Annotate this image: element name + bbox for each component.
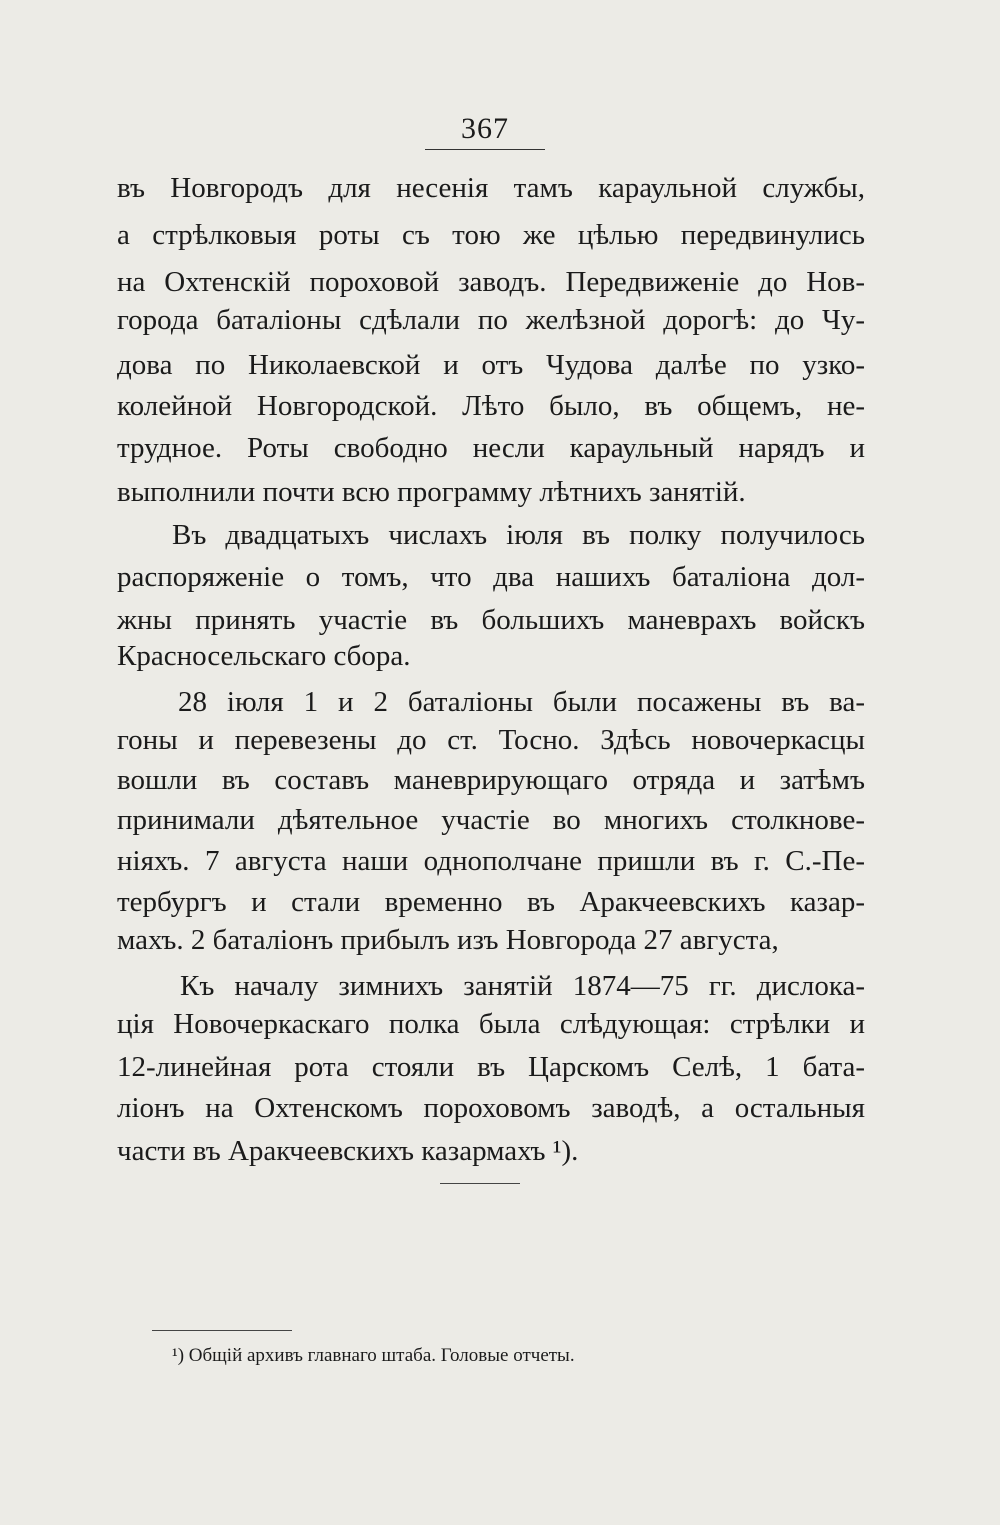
text-line: гоны и перевезены до ст. Тосно. Здѣсь новочеркасцы	[117, 724, 865, 756]
page-number: 367	[461, 112, 509, 145]
text-line: въ Новгородъ для несенія тамъ караульной службы,	[117, 172, 865, 204]
text-line: ція Новочеркаскаго полка была слѣдующая: стрѣлки и	[117, 1008, 865, 1040]
header-rule	[425, 149, 545, 150]
text-line: а стрѣлковыя роты съ тою же цѣлью передвинулись	[117, 219, 865, 251]
text-line: выполнили почти всю программу лѣтнихъ занятій.	[117, 476, 746, 508]
footnote-rule	[152, 1330, 292, 1331]
text-line: Въ двадцатыхъ числахъ іюля въ полку получилось	[172, 519, 865, 551]
text-line: жны принять участіе въ большихъ маневрахъ войскъ	[117, 604, 865, 636]
text-line: махъ. 2 баталіонъ прибылъ изъ Новгорода 27 августа,	[117, 924, 779, 956]
text-line: 28 іюля 1 и 2 баталіоны были посажены въ ва-	[178, 686, 865, 718]
text-line: Красносельскаго сбора.	[117, 640, 411, 672]
text-line: колейной Новгородской. Лѣто было, въ общемъ, не-	[117, 390, 865, 422]
text-line: вошли въ составъ маневрирующаго отряда и затѣмъ	[117, 764, 865, 796]
text-line: тербургъ и стали временно въ Аракчеевскихъ казар-	[117, 886, 865, 918]
text-line: 12-линейная рота стояли въ Царскомъ Селѣ, 1 бата-	[117, 1051, 865, 1083]
text-line: на Охтенскій пороховой заводъ. Передвиженіе до Нов-	[117, 266, 865, 298]
text-line: трудное. Роты свободно несли караульный нарядъ и	[117, 432, 865, 464]
footnote: ¹) Общій архивъ главнаго штаба. Головые отчеты.	[172, 1345, 575, 1366]
text-line: распоряженіе о томъ, что два нашихъ баталіона дол-	[117, 561, 865, 593]
text-line: города баталіоны сдѣлали по желѣзной дорогѣ: до Чу-	[117, 304, 865, 336]
text-line: части въ Аракчеевскихъ казармахъ ¹).	[117, 1135, 579, 1167]
text-line: принимали дѣятельное участіе во многихъ столкнове-	[117, 804, 865, 836]
text-end-rule	[440, 1183, 520, 1184]
text-line: ніяхъ. 7 августа наши однополчане пришли въ г. С.-Пе-	[117, 845, 865, 877]
text-line: дова по Николаевской и отъ Чудова далѣе по узко-	[117, 349, 865, 381]
text-line: ліонъ на Охтенскомъ пороховомъ заводѣ, а остальныя	[117, 1092, 865, 1124]
text-line: Къ началу зимнихъ занятій 1874—75 гг. дислока-	[180, 970, 865, 1002]
